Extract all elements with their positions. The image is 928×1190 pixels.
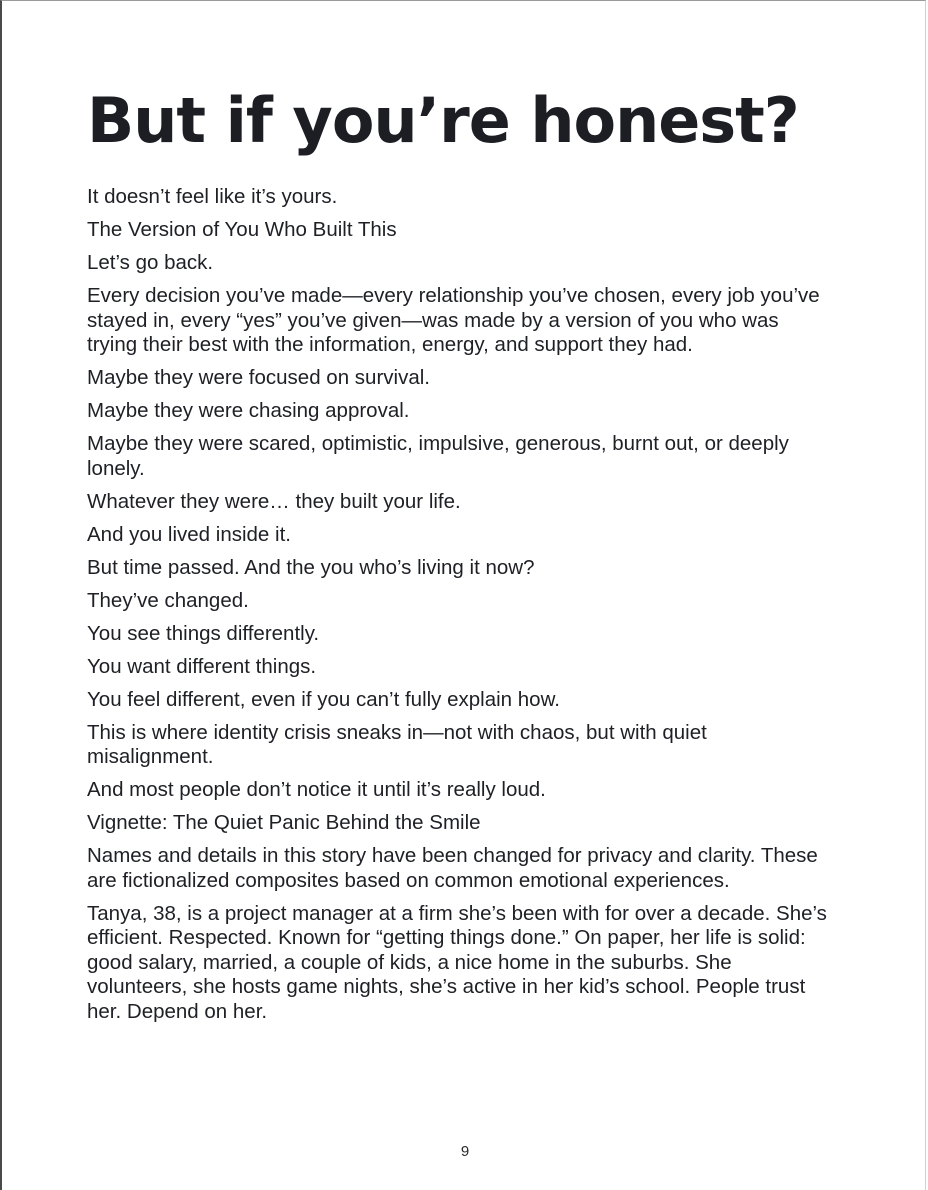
- paragraph: And you lived inside it.: [87, 522, 291, 546]
- disclaimer-paragraph: Names and details in this story have been changed for privacy and clarity. These are fictionalized composites based on common emotional experiences.: [87, 844, 818, 892]
- paragraph: But time passed. And the you who’s living it now?: [87, 555, 535, 579]
- paragraph: You want different things.: [87, 654, 317, 678]
- paragraph: And most people don’t notice it until it’s really loud.: [87, 778, 546, 801]
- paragraph: Every decision you’ve made—every relationship you’ve chosen, every job you’ve stayed in, every “yes” you’ve given—was made by a version of you who was trying their best with the information, energy, and support they had.: [87, 284, 820, 356]
- paragraph: You see things differently.: [87, 621, 320, 645]
- paragraph: You feel different, even if you can’t fully explain how.: [87, 687, 560, 711]
- paragraph: Tanya, 38, is a project manager at a firm she’s been with for over a decade. She’s efficient. Respected. Known for “getting things done.” On paper, her life is solid: good salary, married, a couple of kids, a nice home in the suburbs. She volunteers, she hosts game nights, she’s active in her kid’s school. People trust her. Depend on her.: [87, 901, 827, 1023]
- paragraph: Let’s go back.: [87, 251, 214, 274]
- body-text: [87, 185, 832, 1033]
- page-title: But if you’re honest?: [87, 84, 799, 157]
- page-number: 9: [460, 1143, 470, 1160]
- paragraph: This is where identity crisis sneaks in—not with chaos, but with quiet misalignment.: [87, 720, 707, 768]
- section-heading: Vignette: The Quiet Panic Behind the Smile: [87, 811, 481, 834]
- paragraph: They’ve changed.: [87, 588, 249, 612]
- paragraph: It doesn’t feel like it’s yours.: [87, 185, 338, 208]
- section-heading: The Version of You Who Built This: [87, 218, 397, 241]
- paragraph: Whatever they were… they built your life.: [87, 489, 461, 513]
- paragraph: Maybe they were focused on survival.: [87, 366, 430, 389]
- paragraph: Maybe they were scared, optimistic, impulsive, generous, burnt out, or deeply lonely.: [87, 432, 789, 480]
- paragraph: Maybe they were chasing approval.: [87, 399, 410, 422]
